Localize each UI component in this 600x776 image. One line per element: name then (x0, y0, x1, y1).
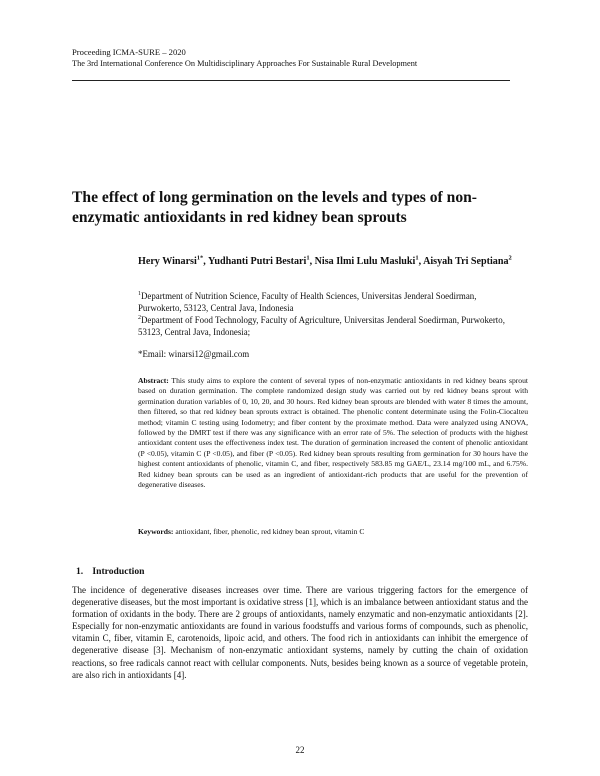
affiliation-text: Department of Nutrition Science, Faculty of Health Sciences, Universitas Jenderal Soedirman, Purwokerto, 53123, Central Java, Indonesia (138, 291, 477, 313)
corresponding-email: *Email: winarsi12@gmail.com (138, 349, 250, 359)
affiliation-mark: 1 (138, 291, 141, 298)
author-affiliation-mark: 1* (196, 254, 204, 262)
section-number: 1. (76, 566, 84, 577)
author-name: Hery Winarsi (138, 256, 197, 267)
keywords-text: antioxidant, fiber, phenolic, red kidney bean sprout, vitamin C (173, 527, 365, 536)
keywords (138, 527, 528, 536)
paper-title: The effect of long germination on the levels and types of non-enzymatic antioxidants in red kidney bean sprouts (72, 189, 477, 226)
page-number: 22 (295, 745, 305, 755)
author-name: Yudhanti Putri Bestari (207, 256, 307, 267)
affiliation-mark: 2 (138, 315, 141, 322)
author-affiliation-mark: 1 (415, 254, 419, 262)
author-affiliation-mark: 1 (306, 254, 310, 262)
affiliation-1 (138, 290, 518, 314)
header-divider (72, 80, 510, 81)
author-list (138, 254, 528, 269)
affiliation-text: Department of Food Technology, Faculty of Agriculture, Universitas Jenderal Soedirman, Purwokerto, 53123, Central Java, Indonesia; (138, 315, 505, 337)
section-title: Introduction (92, 566, 145, 577)
proceeding-header: Proceeding ICMA-SURE – 2020 (72, 47, 186, 57)
abstract-text: This study aims to explore the content of several types of non-enzymatic antioxidants in red kidney beans sprout based on duration germination. The complete randomized design study was carried out by red kidney beans sprout with germination duration variables of 0, 10, 20, and 30 hours. Red kidney bean sprouts are blended with water 8 times the amount, then filtered, so that red kidney bean sprouts extract is obtained. The phenolic content determinate using the Folin-Ciocalteu method; vitamin C testing using Iodometry; and fiber content by the proximate method. Data were analyzed using ANOVA, followed by the DMRT test if there was any significance with an error rate of 5%. The selection of products with the highest antioxidant content uses the effectiveness index test. The duration of germination increased the content of phenolic antioxidant (P <0.05), vitamin C (P <0.05), and fiber (P <0.05). Red kidney bean sprouts resulting from germination for 30 hours have the highest content antioxidants of phenolic, vitamin C, and fiber, respectively 583.85 mg GAE/L, 23.14 mg/100 mL, and 6.75%. Red kidney bean sprouts can be used as an ingredient of antioxidant-rich products that are useful for the prevention of degenerative diseases. (138, 376, 528, 490)
author-separator: , (418, 256, 424, 267)
section-heading-introduction (76, 566, 144, 577)
abstract (138, 376, 528, 490)
author-name: Nisa Ilmi Lulu Masluki (314, 256, 416, 267)
conference-header: The 3rd International Conference On Multidisciplinary Approaches For Sustainable Rural Development (72, 59, 418, 68)
affiliation-2 (138, 314, 518, 338)
keywords-label: Keywords: (138, 527, 174, 536)
author-separator: , (203, 256, 208, 267)
author-separator: , (309, 256, 315, 267)
author-affiliation-mark: 2 (508, 254, 512, 262)
author-name: Aisyah Tri Septiana (423, 256, 509, 267)
abstract-label: Abstract: (138, 376, 169, 385)
introduction-body: The incidence of degenerative diseases increases over time. There are various triggering factors for the emergence of degenerative diseases, but the most important is oxidative stress [1], which is an imbalance between antioxidant status and the formation of oxidants in the body. There are 2 groups of antioxidants, namely enzymatic and non-enzymatic antioxidants [2]. Especially for non-enzymatic antioxidants are found in various foodstuffs and various forms of compounds, such as phenolic, vitamin C, fiber, vitamin E, carotenoids, lipoic acid, and others. The food rich in antioxidants can inhibit the emergence of degenerative disease [3]. Mechanism of non-enzymatic antioxidant systems, namely by cutting the chain of oxidation reactions, so free radicals cannot react with cellular components. Nuts, besides being known as a source of vegetable protein, are also rich in antioxidants [4]. (72, 585, 528, 680)
